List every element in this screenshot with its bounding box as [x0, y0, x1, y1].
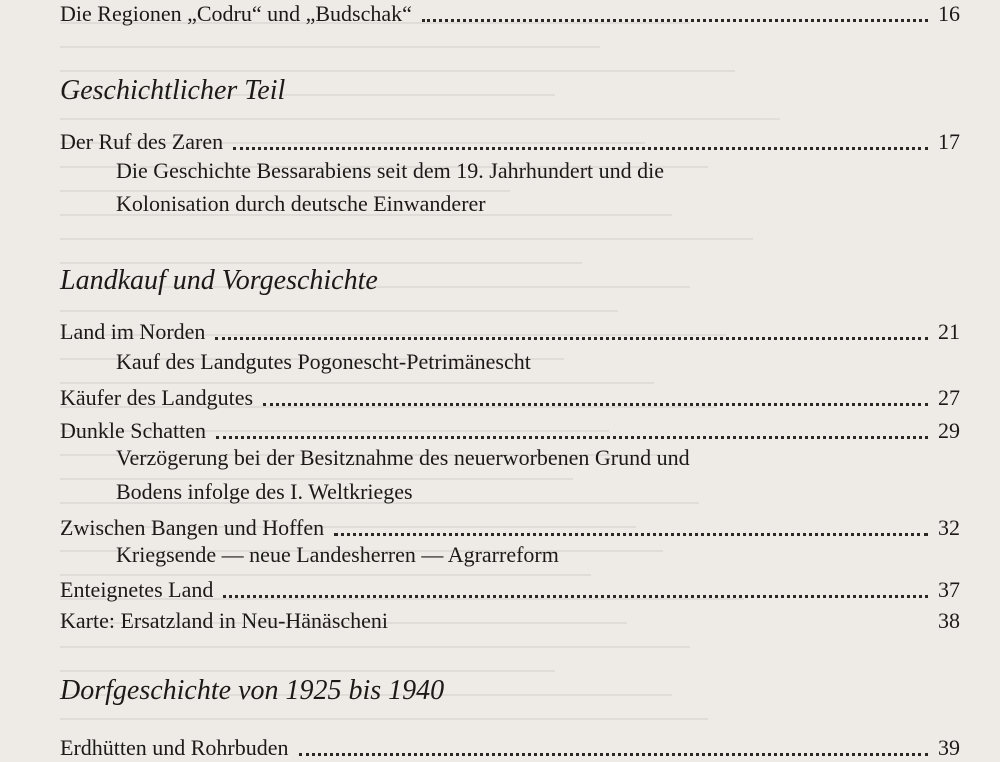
toc-entry-title: Zwischen Bangen und Hoffen	[60, 515, 325, 540]
toc-subtitle: Kriegsende — neue Landesherren — Agrarreform	[116, 542, 559, 567]
toc-entry-title: Die Regionen „Codru“ und „Budschak“	[60, 1, 412, 26]
toc-subtitle: Die Geschichte Bessarabiens seit dem 19. Jahrhundert und die	[116, 158, 665, 183]
dot-leader	[216, 434, 928, 439]
dot-leader	[263, 401, 928, 406]
section-heading-landkauf: Landkauf und Vorgeschichte	[60, 265, 378, 296]
toc-subtitle: Bodens infolge des I. Weltkrieges	[116, 479, 413, 504]
toc-entry-regionen[interactable]	[60, 0, 960, 28]
dot-leader	[299, 751, 928, 756]
toc-entry-title: Der Ruf des Zaren	[60, 129, 224, 154]
toc-page-number: 37	[938, 577, 960, 602]
toc-page-number: 32	[938, 515, 960, 540]
toc-entry-ruf-des-zaren[interactable]	[60, 124, 960, 156]
dot-leader	[223, 593, 928, 598]
toc-page-number: 16	[938, 1, 960, 26]
dot-leader	[233, 145, 928, 150]
toc-page-number: 39	[938, 735, 960, 760]
toc-entry-title: Käufer des Landgutes	[60, 385, 254, 410]
toc-page-number: 29	[938, 418, 960, 443]
toc-entry-title: Enteignetes Land	[60, 577, 214, 602]
toc-page-number: 21	[938, 319, 960, 344]
toc-page-number: 17	[938, 129, 960, 154]
section-heading-geschichtlicher-teil: Geschichtlicher Teil	[60, 75, 286, 106]
toc-entry-title: Erdhütten und Rohrbuden	[60, 735, 289, 760]
dot-leader	[334, 531, 928, 536]
toc-subtitle: Verzögerung bei der Besitznahme des neuerworbenen Grund und	[116, 445, 690, 470]
toc-subtitle: Kauf des Landgutes Pogonescht-Petrimänescht	[116, 349, 531, 374]
toc-entry-dunkle-schatten[interactable]	[60, 413, 960, 445]
section-heading-dorfgeschichte: Dorfgeschichte von 1925 bis 1940	[60, 675, 445, 706]
toc-entry-erdhuetten[interactable]	[60, 730, 960, 762]
toc-entry-enteignetes-land[interactable]	[60, 572, 960, 604]
dot-leader	[398, 624, 928, 629]
dot-leader	[215, 335, 928, 340]
toc-entry-land-im-norden[interactable]	[60, 314, 960, 346]
dot-leader	[422, 17, 928, 22]
toc-entry-title: Karte: Ersatzland in Neu-Hänäscheni	[60, 608, 389, 633]
toc-entry-bangen-hoffen[interactable]	[60, 510, 960, 542]
toc-subtitle: Kolonisation durch deutsche Einwanderer	[116, 191, 486, 216]
toc-page-number: 38	[938, 608, 960, 633]
toc-entry-karte[interactable]	[60, 603, 960, 635]
toc-entry-title: Land im Norden	[60, 319, 206, 344]
toc-page-number: 27	[938, 385, 960, 410]
toc-entry-kaeufer[interactable]	[60, 380, 960, 412]
toc-entry-title: Dunkle Schatten	[60, 418, 207, 443]
